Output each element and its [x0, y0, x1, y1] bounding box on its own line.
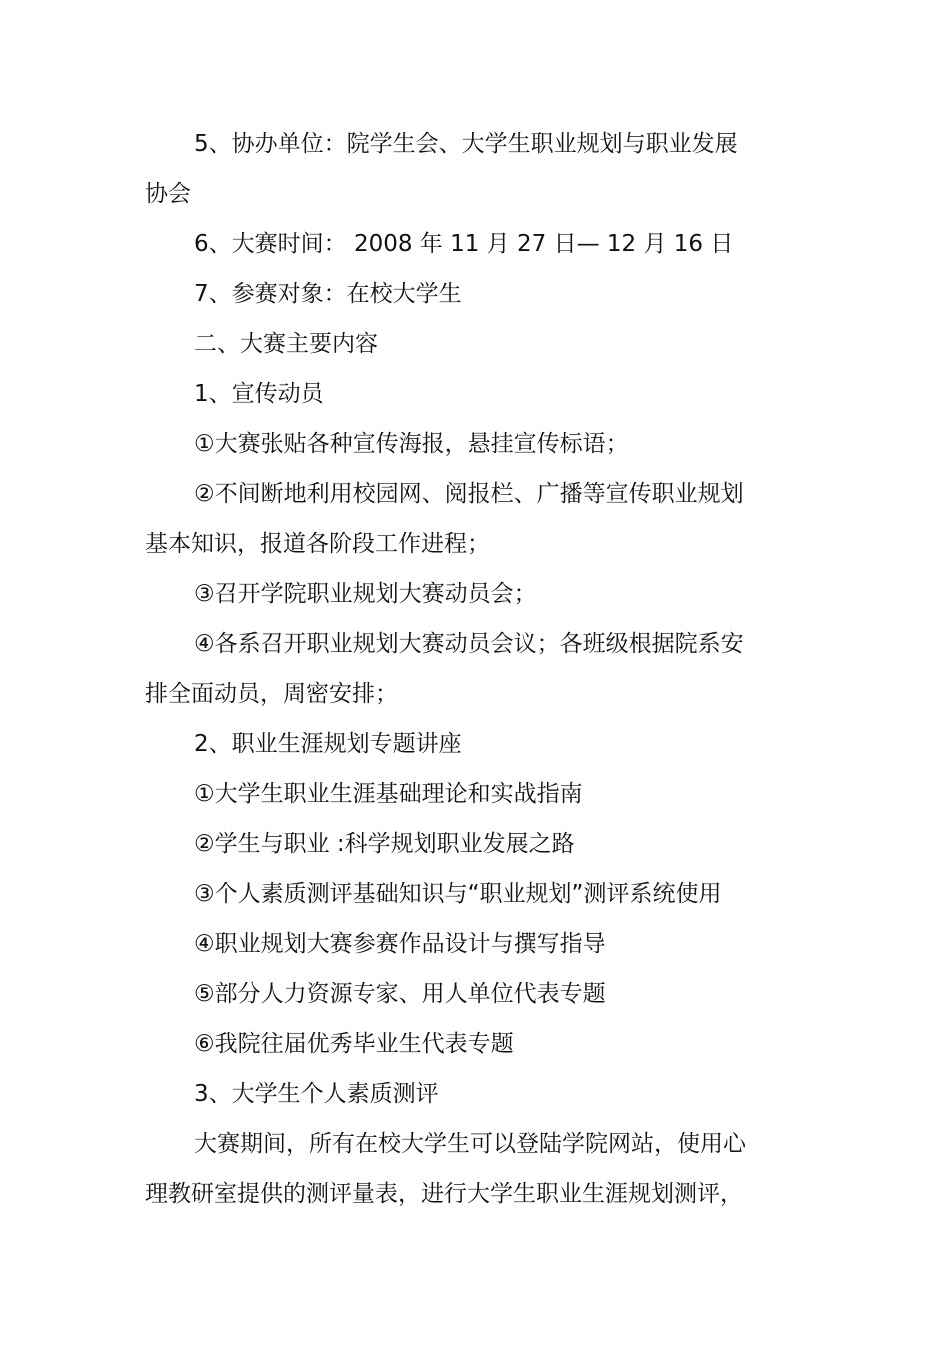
- list-item: ①大赛张贴各种宣传海报，悬挂宣传标语；: [194, 431, 629, 457]
- text-line: 理教研室提供的测评量表，进行大学生职业生涯规划测评，: [145, 1181, 743, 1207]
- list-item: ⑤部分人力资源专家、用人单位代表专题: [194, 981, 606, 1007]
- list-item: ①大学生职业生涯基础理论和实战指南: [194, 781, 583, 807]
- document-body: [145, 119, 747, 1219]
- text-line: 大赛期间，所有在校大学生可以登陆学院网站，使用心: [194, 1131, 746, 1157]
- list-item: ⑥我院往届优秀毕业生代表专题: [194, 1031, 514, 1057]
- subsection-heading: 3、大学生个人素质测评: [194, 1081, 439, 1107]
- text-line: 5、协办单位：院学生会、大学生职业规划与职业发展: [194, 131, 738, 157]
- section-heading: 二、大赛主要内容: [194, 331, 378, 357]
- text-line: 6、大赛时间： 2008 年 11 月 27 日— 12 月 16 日: [194, 231, 734, 257]
- list-item: ③召开学院职业规划大赛动员会；: [194, 581, 537, 607]
- list-item: ④各系召开职业规划大赛动员会议；各班级根据院系安: [194, 631, 744, 657]
- text-line: 排全面动员，周密安排；: [145, 681, 398, 707]
- text-line: 7、参赛对象：在校大学生: [194, 281, 462, 307]
- subsection-heading: 1、宣传动员: [194, 381, 324, 407]
- list-item: ②学生与职业 :科学规划职业发展之路: [194, 831, 575, 857]
- text-line: 基本知识，报道各阶段工作进程；: [145, 531, 490, 557]
- list-item: ③个人素质测评基础知识与“职业规划”测评系统使用: [194, 881, 722, 907]
- list-item: ②不间断地利用校园网、阅报栏、广播等宣传职业规划: [194, 481, 744, 507]
- list-item: ④职业规划大赛参赛作品设计与撰写指导: [194, 931, 606, 957]
- subsection-heading: 2、职业生涯规划专题讲座: [194, 731, 462, 757]
- text-line: 协会: [145, 181, 191, 207]
